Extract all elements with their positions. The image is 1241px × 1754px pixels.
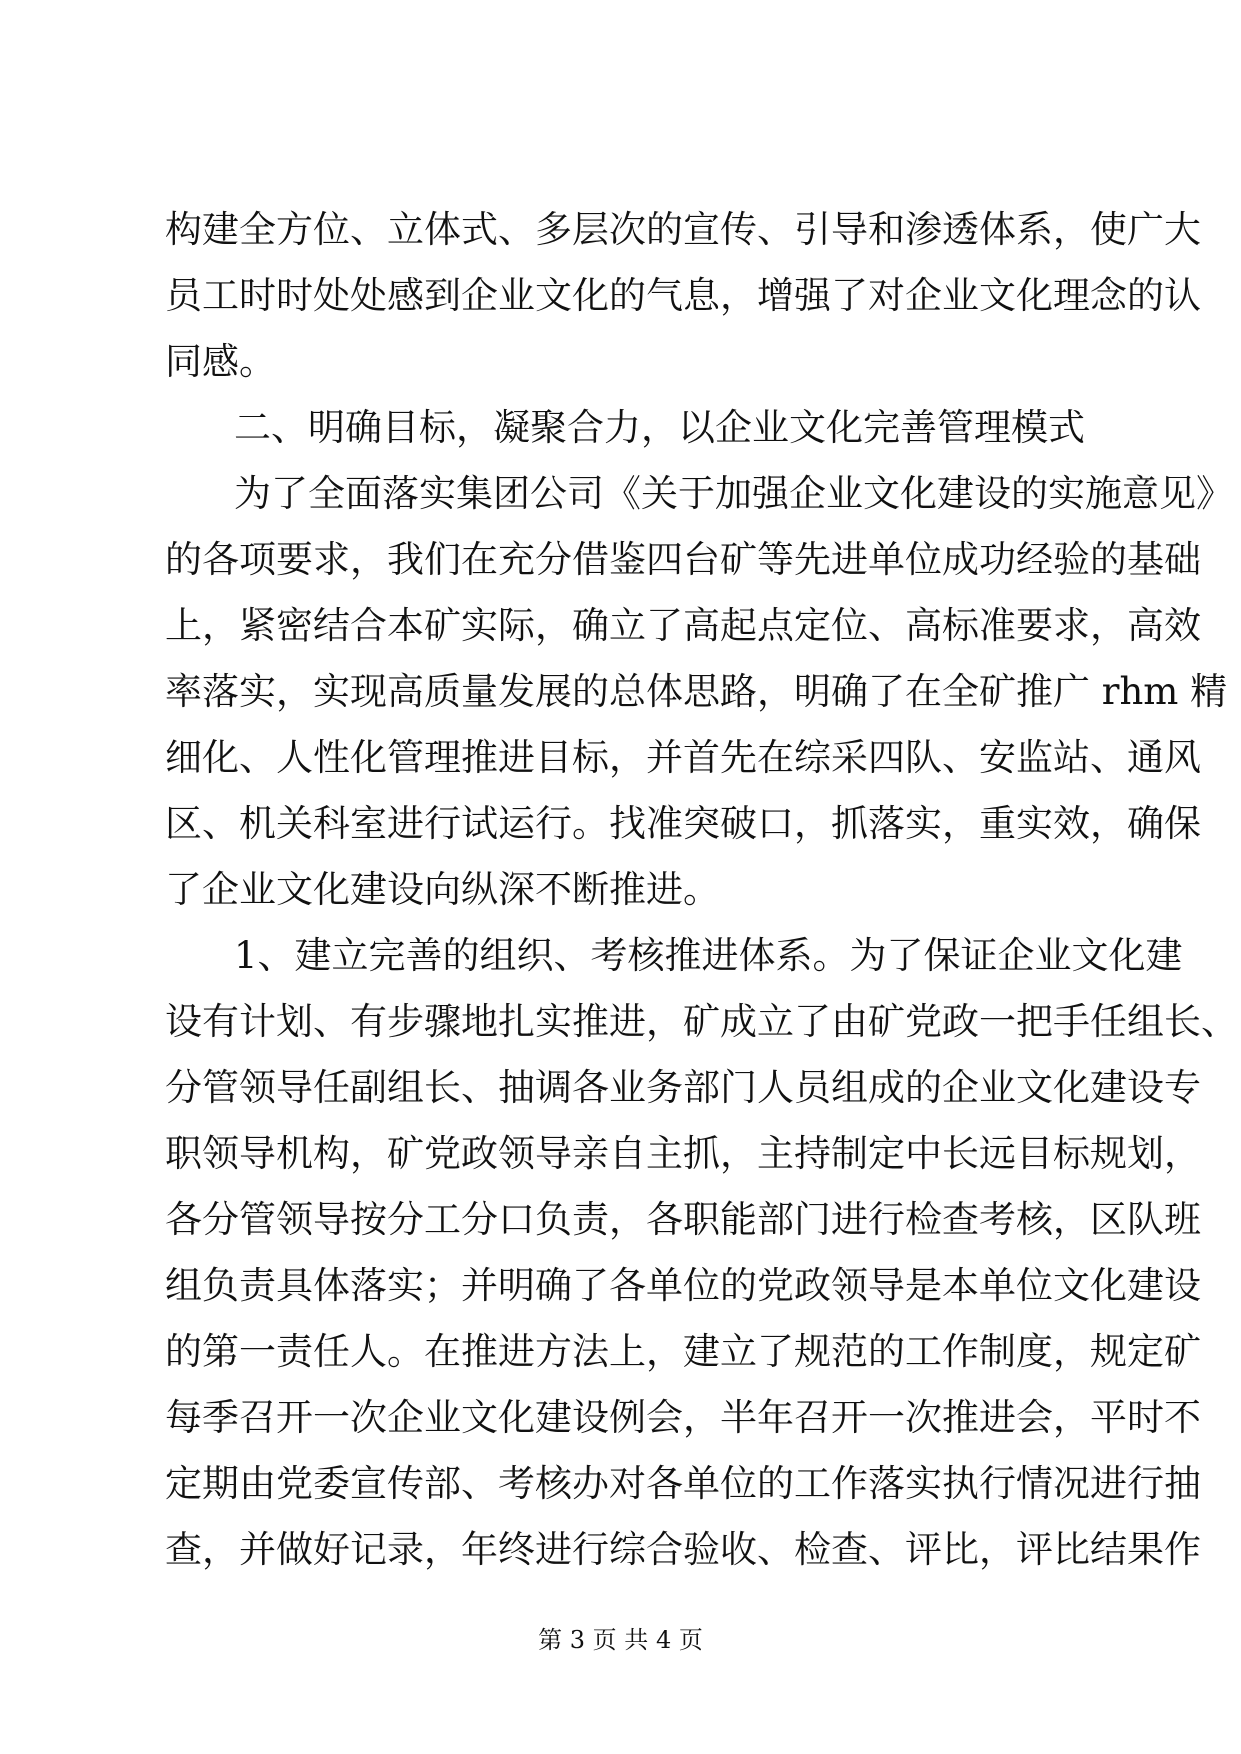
page-number-footer: 第 3 页 共 4 页 (538, 1626, 703, 1654)
paragraph-line: 职领导机构，矿党政领导亲自主抓，主持制定中长远目标规划， (165, 1132, 1201, 1175)
paragraph-line: 率落实，实现高质量发展的总体思路，明确了在全矿推广 rhm 精 (165, 670, 1228, 713)
section-heading: 二、明确目标，凝聚合力，以企业文化完善管理模式 (234, 406, 1085, 449)
paragraph-line: 组负责具体落实；并明确了各单位的党政领导是本单位文化建设 (165, 1264, 1201, 1307)
paragraph-line: 员工时时处处感到企业文化的气息，增强了对企业文化理念的认 (165, 274, 1201, 317)
paragraph-line: 上，紧密结合本矿实际，确立了高起点定位、高标准要求，高效 (165, 604, 1201, 647)
paragraph-line: 每季召开一次企业文化建设例会，半年召开一次推进会，平时不 (165, 1396, 1201, 1439)
paragraph-line: 分管领导任副组长、抽调各业务部门人员组成的企业文化建设专 (165, 1066, 1201, 1109)
paragraph-line: 同感。 (165, 340, 276, 383)
paragraph-line: 了企业文化建设向纵深不断推进。 (165, 868, 720, 911)
paragraph-line: 查，并做好记录，年终进行综合验收、检查、评比，评比结果作 (165, 1528, 1201, 1571)
paragraph-line: 区、机关科室进行试运行。找准突破口，抓落实，重实效，确保 (165, 802, 1201, 845)
paragraph-line: 设有计划、有步骤地扎实推进，矿成立了由矿党政一把手任组长、 (165, 1000, 1238, 1043)
paragraph-line: 的第一责任人。在推进方法上，建立了规范的工作制度，规定矿 (165, 1330, 1201, 1373)
paragraph-line: 定期由党委宣传部、考核办对各单位的工作落实执行情况进行抽 (165, 1462, 1201, 1505)
paragraph-line: 细化、人性化管理推进目标，并首先在综采四队、安监站、通风 (165, 736, 1201, 779)
paragraph-line: 为了全面落实集团公司《关于加强企业文化建设的实施意见》 (234, 472, 1233, 515)
paragraph-line: 各分管领导按分工分口负责，各职能部门进行检查考核，区队班 (165, 1198, 1201, 1241)
paragraph-line: 的各项要求，我们在充分借鉴四台矿等先进单位成功经验的基础 (165, 538, 1201, 581)
paragraph-line: 1、建立完善的组织、考核推进体系。为了保证企业文化建 (234, 934, 1183, 977)
paragraph-line: 构建全方位、立体式、多层次的宣传、引导和渗透体系，使广大 (165, 208, 1201, 251)
